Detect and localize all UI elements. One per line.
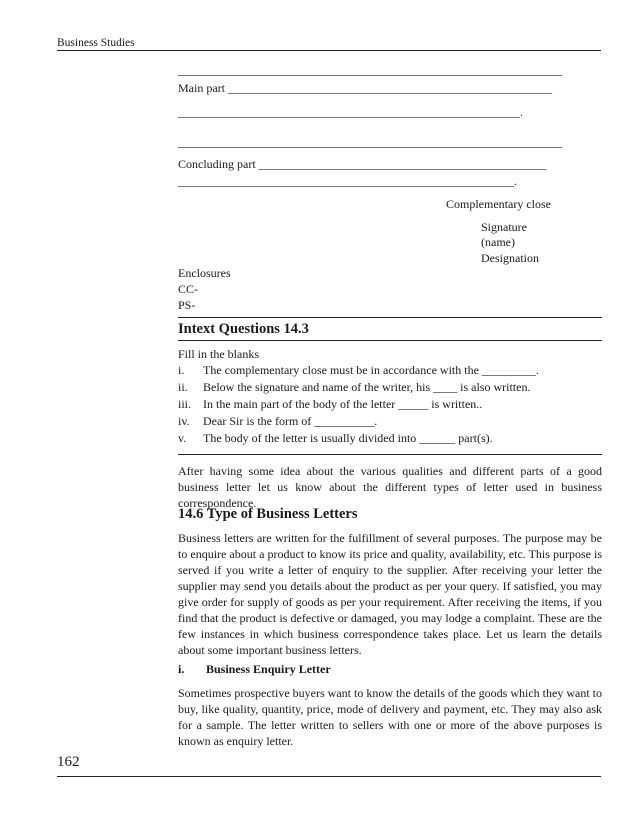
question-text: The complementary close must be in accordance with the _________.: [203, 363, 539, 377]
page-number: 162: [57, 754, 80, 770]
question-text: The body of the letter is usually divided into ______ part(s).: [203, 431, 493, 445]
blank-line-4: ________________________________________________________________: [178, 135, 562, 149]
question-number: v.: [178, 431, 187, 445]
blank-line-1: ________________________________________________________________: [178, 63, 562, 77]
question-number: ii.: [178, 380, 188, 394]
subsection-paragraph: Sometimes prospective buyers want to know the details of the goods which they want to buy, like quality, quantity, price, mode of delivery and payment, etc. They may also ask for a sample. The letter written to sellers with one or more of the above purposes is known as enquiry letter.: [178, 686, 602, 748]
ps-label: PS-: [178, 298, 196, 312]
intext-heading: Intext Questions 14.3: [178, 321, 309, 337]
section-heading: 14.6 Type of Business Letters: [178, 506, 358, 522]
intext-heading-rule: [178, 340, 602, 341]
question-number: iv.: [178, 414, 190, 428]
intro-paragraph: After having some idea about the various qualities and different parts of a good business letter let us know about the different types of letter used in business correspondence.: [178, 464, 602, 510]
cc-label: CC-: [178, 282, 199, 296]
signature-label: Signature: [481, 220, 527, 234]
question-text: Below the signature and name of the writer, his ____ is also written.: [203, 380, 531, 394]
complementary-close: Complementary close: [446, 197, 551, 211]
question-number: iii.: [178, 397, 192, 411]
question-5: [178, 430, 602, 447]
footer-rule: [57, 776, 601, 777]
question-text: In the main part of the body of the letter _____ is written..: [203, 397, 483, 411]
running-header: Business Studies: [57, 37, 135, 49]
concluding-part-line: Concluding part ________________________________________________: [178, 157, 547, 171]
question-number: i.: [178, 363, 185, 377]
intext-bottom-rule: [178, 454, 602, 455]
question-text: Dear Sir is the form of __________.: [203, 414, 378, 428]
blank-line-6: ________________________________________________________.: [178, 174, 517, 188]
name-label: (name): [481, 235, 515, 249]
subsection-number: i.: [178, 662, 185, 676]
section-paragraph: Business letters are written for the fulfillment of several purposes. The purpose may be to enquire about a product to know its price and quality, availability, etc. This purpose is served if you write a letter of enquiry to the supplier. After receiving your letter the supplier may send you details about the product as per your query. If satisfied, you may give order for supply of goods as per your requirement. After receiving the items, if you find that the product is defective or damaged, you may lodge a complaint. These are the few instances in which business correspondence takes place. Let us learn the details about some important business letters.: [178, 531, 602, 657]
blank-line-3: _________________________________________________________.: [178, 105, 523, 119]
intext-instruction: Fill in the blanks: [178, 347, 259, 361]
intext-top-rule: [178, 317, 602, 318]
main-part-line: Main part ______________________________________________________: [178, 81, 552, 95]
question-1: [178, 362, 602, 379]
question-3: [178, 396, 602, 413]
header-rule: [57, 50, 601, 51]
designation-label: Designation: [481, 251, 539, 265]
question-4: [178, 413, 602, 430]
enclosures-label: Enclosures: [178, 266, 231, 280]
subsection-heading: Business Enquiry Letter: [206, 662, 331, 676]
question-2: [178, 379, 602, 396]
